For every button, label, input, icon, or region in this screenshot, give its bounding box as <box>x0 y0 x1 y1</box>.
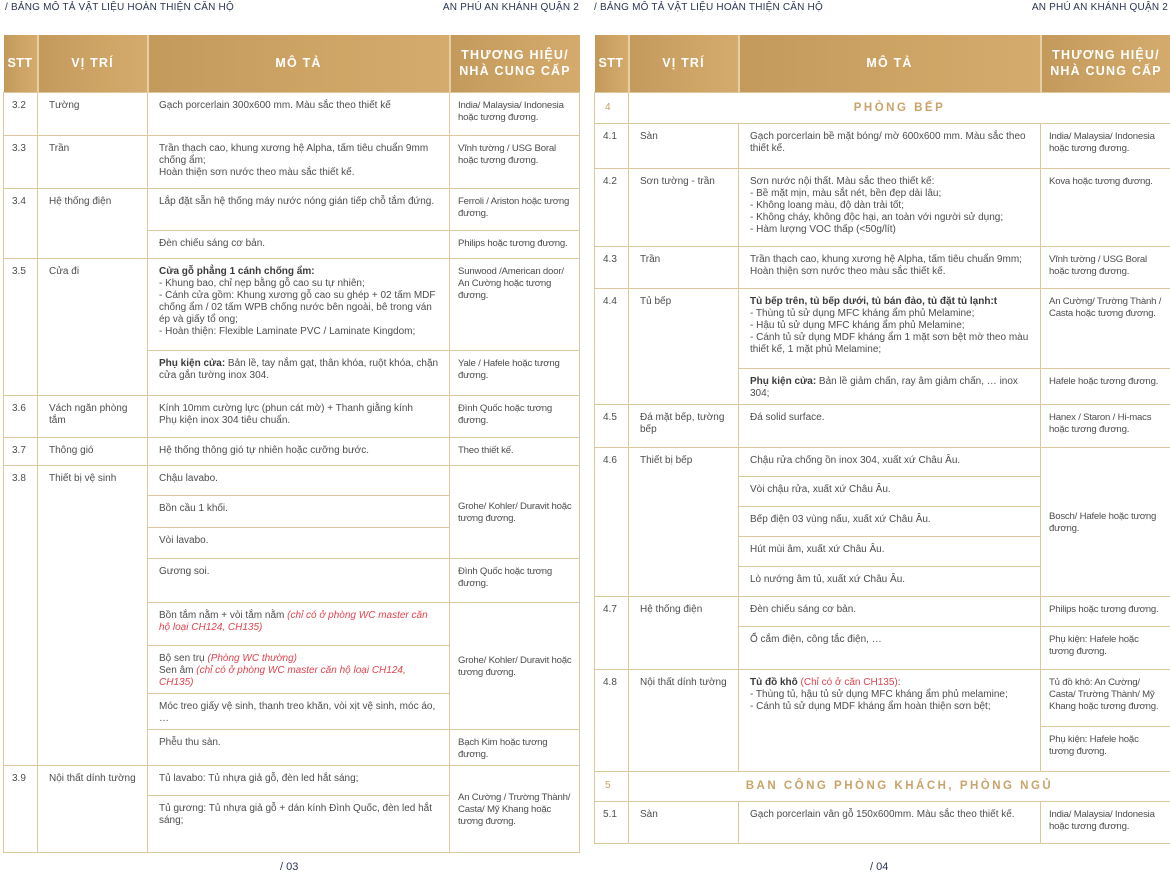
row-description: Tủ gương: Tủ nhựa giả gỗ + dán kính Đình Quốc, đèn led hắt sáng; <box>148 795 450 852</box>
row-description: Trần thạch cao, khung xương hệ Alpha, tấm tiêu chuẩn 9mm chống ẩm; Hoàn thiện sơn nước theo màu sắc thiết kế. <box>148 135 450 188</box>
header-brand: THƯƠNG HIỆU/ NHÀ CUNG CẤP <box>450 35 580 92</box>
note-text: (Phòng WC thường) <box>207 652 297 664</box>
row-location: Tường <box>38 92 148 135</box>
row-vendor: Phụ kiện: Hafele hoặc tương đương. <box>1041 626 1170 669</box>
row-vendor: Hafele hoặc tương đương. <box>1041 368 1170 404</box>
header-stt: STT <box>595 35 629 92</box>
table-row <box>595 123 1170 168</box>
row-vendor: Bạch Kim hoặc tương đương. <box>450 729 580 765</box>
row-vendor: Phụ kiện: Hafele hoặc tương đương. <box>1041 726 1170 771</box>
row-vendor: Grohe/ Kohler/ Duravit hoặc tương đương. <box>450 465 580 558</box>
row-vendor: Đình Quốc hoặc tương đương. <box>450 558 580 602</box>
table-header-row <box>4 35 580 92</box>
row-location: Thiết bị bếp <box>629 447 739 596</box>
row-location: Trần <box>629 246 739 288</box>
row-location: Sơn tường - trần <box>629 168 739 246</box>
table-row <box>4 188 580 230</box>
row-location: Thông gió <box>38 437 148 465</box>
row-stt: 4.7 <box>595 596 629 669</box>
table-row <box>4 258 580 350</box>
row-vendor: Hanex / Staron / Hi-macs hoặc tương đương. <box>1041 404 1170 447</box>
note-text: (chỉ có ở phòng WC master căn hộ loại CH124, CH135) <box>159 664 406 688</box>
page-number: / 04 <box>870 861 889 873</box>
table-row <box>595 404 1170 447</box>
row-description: Hệ thống thông gió tự nhiên hoặc cưỡng bước. <box>148 437 450 465</box>
section-stt: 5 <box>595 771 629 801</box>
row-location: Thiết bị vệ sinh <box>38 465 148 765</box>
row-description: Gương soi. <box>148 558 450 602</box>
row-description: Hút mùi âm, xuất xứ Châu Âu. <box>739 536 1041 566</box>
row-stt: 3.2 <box>4 92 38 135</box>
row-vendor: Tủ đồ khô: An Cường/ Casta/ Trường Thành/ Mỹ Khang hoặc tương đương. <box>1041 669 1170 726</box>
row-stt: 4.8 <box>595 669 629 771</box>
row-description: Chậu lavabo. <box>148 465 450 495</box>
row-description: Trần thạch cao, khung xương hệ Alpha, tấm tiêu chuẩn 9mm; Hoàn thiện sơn nước theo màu sắc thiết kế. <box>739 246 1041 288</box>
row-description: Kính 10mm cường lực (phun cát mờ) + Thanh giằng kính Phụ kiện inox 304 tiêu chuẩn. <box>148 395 450 437</box>
row-vendor: Ferroli / Ariston hoặc tương đương. <box>450 188 580 230</box>
row-location: Hệ thống điện <box>38 188 148 258</box>
row-vendor: An Cường / Trường Thành/ Casta/ Mỹ Khang hoặc tương đương. <box>450 765 580 852</box>
row-description: Tủ đồ khô (Chỉ có ở căn CH135): - Thùng tủ, hậu tủ sử dụng MFC kháng ẩm phủ melamine; - Cánh tủ sử dụng MDF kháng ẩm hoàn thiện sơn bệt; <box>739 669 1041 771</box>
table-row <box>4 465 580 495</box>
header-description: MÔ TẢ <box>739 35 1041 92</box>
running-title: / BẢNG MÔ TẢ VẬT LIỆU HOÀN THIỆN CĂN HỘ <box>5 2 234 13</box>
project-name: AN PHÚ AN KHÁNH QUẬN 2 <box>1031 2 1168 13</box>
row-vendor: India/ Malaysia/ Indonesia hoặc tương đương. <box>1041 801 1170 843</box>
row-description: Phụ kiện cửa: Bản lề, tay nắm gạt, thân khóa, ruột khóa, chặn cửa gắn tường inox 304. <box>148 350 450 395</box>
row-description: Gạch porcerlain 300x600 mm. Màu sắc theo thiết kế <box>148 92 450 135</box>
header-stt: STT <box>4 35 38 92</box>
row-stt: 3.3 <box>4 135 38 188</box>
finishing-materials-table <box>594 35 1170 844</box>
note-text: (chỉ có ở phòng WC master căn hộ loại CH124, CH135) <box>159 609 428 633</box>
row-description: Đèn chiếu sáng cơ bản. <box>739 596 1041 626</box>
row-stt: 3.7 <box>4 437 38 465</box>
row-stt: 3.5 <box>4 258 38 395</box>
table-header-row <box>595 35 1170 92</box>
finishing-materials-table <box>3 35 580 853</box>
row-stt: 4.2 <box>595 168 629 246</box>
row-vendor: Grohe/ Kohler/ Duravit hoặc tương đương. <box>450 602 580 729</box>
row-description: Ổ cắm điện, công tắc điện, … <box>739 626 1041 669</box>
row-description: Gạch porcerlain bề mặt bóng/ mờ 600x600 mm. Màu sắc theo thiết kế. <box>739 123 1041 168</box>
row-vendor: Philips hoặc tương đương. <box>1041 596 1170 626</box>
row-location: Đá mặt bếp, tường bếp <box>629 404 739 447</box>
row-stt: 4.5 <box>595 404 629 447</box>
row-location: Sàn <box>629 801 739 843</box>
row-vendor: Vĩnh tường / USG Boral hoặc tương đương. <box>450 135 580 188</box>
table-row <box>595 288 1170 368</box>
row-vendor: Kova hoặc tương đương. <box>1041 168 1170 246</box>
row-description: Lò nướng âm tủ, xuất xứ Châu Âu. <box>739 566 1041 596</box>
row-location: Vách ngăn phòng tắm <box>38 395 148 437</box>
row-stt: 5.1 <box>595 801 629 843</box>
section-stt: 4 <box>595 92 629 123</box>
row-vendor: An Cường/ Trường Thành / Casta hoặc tương đương. <box>1041 288 1170 368</box>
row-description: Vòi lavabo. <box>148 527 450 558</box>
row-description: Móc treo giấy vệ sinh, thanh treo khăn, vòi xịt vệ sinh, móc áo, … <box>148 693 450 729</box>
table-row <box>595 669 1170 726</box>
row-vendor: Sunwood /American door/ An Cường hoặc tương đương. <box>450 258 580 350</box>
row-description: Vòi chậu rửa, xuất xứ Châu Âu. <box>739 476 1041 506</box>
row-vendor: Vĩnh tường / USG Boral hoặc tương đương. <box>1041 246 1170 288</box>
header-location: VỊ TRÍ <box>38 35 148 92</box>
row-vendor: Yale / Hafele hoặc tương đương. <box>450 350 580 395</box>
table-row <box>595 168 1170 246</box>
row-stt: 4.4 <box>595 288 629 404</box>
row-stt: 3.8 <box>4 465 38 765</box>
table-row <box>595 447 1170 476</box>
section-title: PHÒNG BẾP <box>629 92 1170 123</box>
table-row <box>4 135 580 188</box>
table-row <box>4 437 580 465</box>
row-location: Cửa đi <box>38 258 148 395</box>
row-stt: 3.4 <box>4 188 38 258</box>
header-brand: THƯƠNG HIỆU/ NHÀ CUNG CẤP <box>1041 35 1170 92</box>
row-description: Đá solid surface. <box>739 404 1041 447</box>
row-description: Cửa gỗ phẳng 1 cánh chống ẩm: - Khung bao, chỉ nẹp bằng gỗ cao su tự nhiên; - Cánh cửa gồm: Khung xương gỗ cao su ghép + 02 tấm MDF chống ẩm / 02 tấm WPB chống nước bên ngoài, bê trong ván ép và giấy tổ ong; - Hoàn thiện: Flexible Laminate PVC / Laminate Kingdom; <box>148 258 450 350</box>
note-text: (Chỉ có ở căn CH135) <box>797 676 898 688</box>
running-title: / BẢNG MÔ TẢ VẬT LIỆU HOÀN THIỆN CĂN HỘ <box>594 2 823 13</box>
header-description: MÔ TẢ <box>148 35 450 92</box>
table-row <box>4 395 580 437</box>
row-location: Hệ thống điện <box>629 596 739 669</box>
row-description: Chậu rửa chống ồn inox 304, xuất xứ Châu Âu. <box>739 447 1041 476</box>
row-description: Tủ lavabo: Tủ nhựa giả gỗ, đèn led hắt sáng; <box>148 765 450 795</box>
row-description: Bồn cầu 1 khối. <box>148 495 450 527</box>
header-location: VỊ TRÍ <box>629 35 739 92</box>
page-04 <box>585 0 1170 877</box>
row-vendor: Philips hoặc tương đương. <box>450 230 580 258</box>
table-row <box>595 246 1170 288</box>
row-stt: 4.3 <box>595 246 629 288</box>
row-stt: 3.9 <box>4 765 38 852</box>
table-row <box>4 765 580 795</box>
row-location: Tủ bếp <box>629 288 739 404</box>
table-row <box>595 596 1170 626</box>
section-title: BAN CÔNG PHÒNG KHÁCH, PHÒNG NGỦ <box>629 771 1170 801</box>
row-description: Bếp điện 03 vùng nấu, xuất xứ Châu Âu. <box>739 506 1041 536</box>
row-location: Sàn <box>629 123 739 168</box>
row-description: Phễu thu sàn. <box>148 729 450 765</box>
row-vendor: India/ Malaysia/ Indonesia hoặc tương đương. <box>450 92 580 135</box>
section-row-balcony <box>595 771 1170 801</box>
row-stt: 4.1 <box>595 123 629 168</box>
row-location: Trần <box>38 135 148 188</box>
row-vendor: Theo thiết kế. <box>450 437 580 465</box>
project-name: AN PHÚ AN KHÁNH QUẬN 2 <box>442 2 579 13</box>
row-description: Phụ kiện cửa: Bản lề giảm chấn, ray âm giảm chấn, … inox 304; <box>739 368 1041 404</box>
row-description: Đèn chiếu sáng cơ bản. <box>148 230 450 258</box>
row-description: Sơn nước nội thất. Màu sắc theo thiết kế: - Bề mặt mịn, màu sắt nét, bền đẹp dài lâu; - Không loang màu, độ dàn trải tốt; - Không cháy, không độc hại, an toàn với người sử dụng; - Hàm lượng VOC thấp (<50g/lít) <box>739 168 1041 246</box>
row-description: Bồn tắm nằm + vòi tắm nằm (chỉ có ở phòng WC master căn hộ loại CH124, CH135) <box>148 602 450 645</box>
table-row <box>595 801 1170 843</box>
row-description: Lắp đặt sẵn hệ thống máy nước nóng gián tiếp chỗ tắm đứng. <box>148 188 450 230</box>
table-row <box>4 92 580 135</box>
row-stt: 4.6 <box>595 447 629 596</box>
row-stt: 3.6 <box>4 395 38 437</box>
row-vendor: India/ Malaysia/ Indonesia hoặc tương đương. <box>1041 123 1170 168</box>
row-description: Gạch porcerlain vân gỗ 150x600mm. Màu sắc theo thiết kế. <box>739 801 1041 843</box>
row-description: Bộ sen trụ (Phòng WC thường) Sen âm (chỉ có ở phòng WC master căn hộ loại CH124, CH135) <box>148 645 450 693</box>
row-vendor: Đình Quốc hoặc tương đương. <box>450 395 580 437</box>
row-location: Nội thất dính tường <box>38 765 148 852</box>
row-location: Nội thất dính tường <box>629 669 739 771</box>
row-vendor: Bosch/ Hafele hoặc tương đương. <box>1041 447 1170 596</box>
row-description: Tủ bếp trên, tủ bếp dưới, tủ bán đảo, tủ đặt tủ lạnh:t - Thùng tủ sử dụng MFC kháng ẩm phủ Melamine; - Hậu tủ sử dụng MFC kháng ẩm phủ Melamine; - Cánh tủ sử dụng MDF kháng ẩm 1 mặt sơn bệt mờ theo màu thiết kế, 1 mặt phủ Melamine; <box>739 288 1041 368</box>
section-row-kitchen <box>595 92 1170 123</box>
page-number: / 03 <box>280 861 299 873</box>
